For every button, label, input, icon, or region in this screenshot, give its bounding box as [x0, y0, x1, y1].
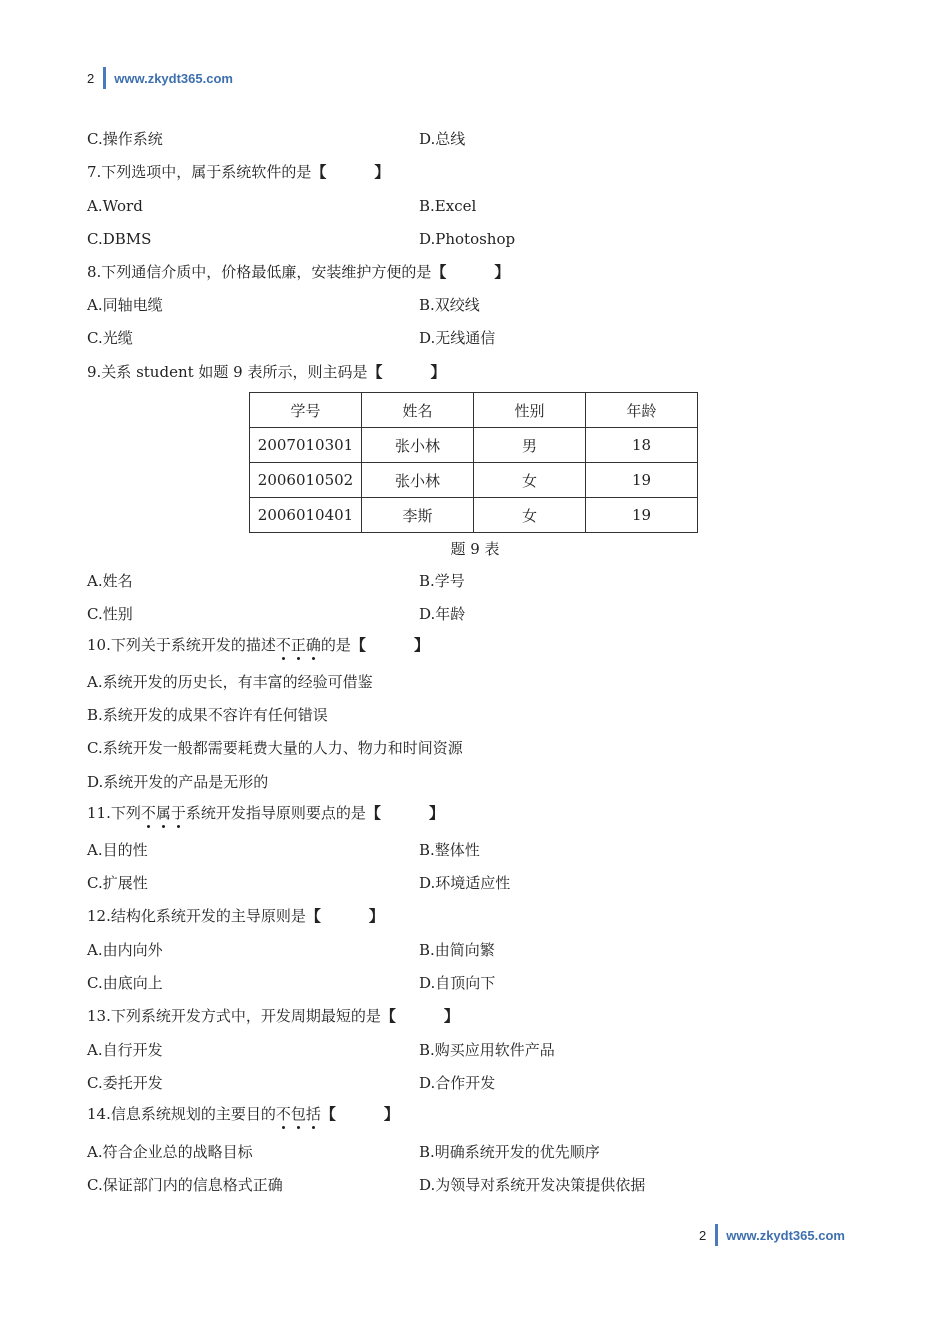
- table-cell: 张小林: [362, 463, 474, 498]
- emphasis-char: 包: [290, 1105, 306, 1123]
- answer-bracket-close: 】: [383, 1105, 399, 1123]
- table-header-cell: 学号: [250, 393, 362, 428]
- q13-option-b: B.购买应用软件产品: [419, 1041, 555, 1059]
- q11-stem: [87, 803, 444, 823]
- page-footer: [699, 1224, 845, 1246]
- q12-option-d: D.自顶向下: [419, 974, 496, 992]
- table-cell: 女: [474, 498, 586, 533]
- q13-option-c: C.委托开发: [87, 1074, 163, 1092]
- q10-option-b: B.系统开发的成果不容许有任何错误: [87, 706, 328, 724]
- table-cell: 19: [586, 498, 698, 533]
- answer-bracket-open: 【: [367, 363, 383, 381]
- table-cell: 张小林: [362, 428, 474, 463]
- q11-stem-post: 系统开发指导原则要点的是: [185, 804, 366, 822]
- footer-divider: [715, 1224, 718, 1246]
- q9-option-c: C.性别: [87, 605, 133, 623]
- q8-option-c: C.光缆: [87, 329, 133, 347]
- header-site-link[interactable]: www.zkydt365.com: [114, 70, 233, 86]
- table-header-cell: 性别: [474, 393, 586, 428]
- q9-student-table: [249, 392, 698, 533]
- q14-option-a: A.符合企业总的战略目标: [87, 1143, 253, 1161]
- emphasis-char: 于: [170, 804, 186, 822]
- q12-option-a: A.由内向外: [87, 941, 163, 959]
- q7-stem: [87, 162, 389, 182]
- page-header: [87, 67, 233, 89]
- q11-stem-pre: 11.下列: [87, 804, 141, 822]
- q14-emphasis: [276, 1105, 321, 1123]
- q13-stem-text: 13.下列系统开发方式中，开发周期最短的是: [87, 1007, 381, 1025]
- q12-option-c: C.由底向上: [87, 974, 163, 992]
- table-header-row: [250, 393, 698, 428]
- footer-page-number: 2: [699, 1227, 707, 1243]
- table-cell: 2006010401: [250, 498, 362, 533]
- answer-bracket-close: 】: [430, 363, 446, 381]
- q10-emphasis: [276, 636, 321, 654]
- q13-option-d: D.合作开发: [419, 1074, 496, 1092]
- table-cell: 2007010301: [250, 428, 362, 463]
- answer-bracket-open: 【: [365, 804, 381, 822]
- q11-emphasis: [141, 804, 186, 822]
- answer-bracket-close: 】: [374, 163, 390, 181]
- q14-stem: [87, 1104, 399, 1124]
- table-cell: 女: [474, 463, 586, 498]
- table-cell: 李斯: [362, 498, 474, 533]
- answer-bracket-open: 【: [350, 636, 366, 654]
- q6-option-d: D.总线: [419, 130, 466, 148]
- q8-stem: [87, 262, 509, 282]
- answer-bracket-open: 【: [380, 1007, 396, 1025]
- q8-option-d: D.无线通信: [419, 329, 496, 347]
- answer-bracket-open: 【: [431, 263, 447, 281]
- q12-stem-text: 12.结构化系统开发的主导原则是: [87, 907, 306, 925]
- table-row: [250, 463, 698, 498]
- q13-option-a: A.自行开发: [87, 1041, 163, 1059]
- q12-stem: [87, 906, 384, 926]
- q14-option-c: C.保证部门内的信息格式正确: [87, 1176, 283, 1194]
- q9-stem-text: 9.关系 student 如题 9 表所示，则主码是: [87, 363, 368, 381]
- emphasis-char: 不: [275, 636, 291, 654]
- q10-stem-pre: 10.下列关于系统开发的描述: [87, 636, 276, 654]
- q10-option-a: A.系统开发的历史长，有丰富的经验可借鉴: [87, 673, 373, 691]
- answer-bracket-close: 】: [413, 636, 429, 654]
- q8-option-a: A.同轴电缆: [87, 296, 163, 314]
- q9-option-d: D.年龄: [419, 605, 466, 623]
- table-caption: 题 9 表: [450, 540, 500, 558]
- q14-stem-pre: 14.信息系统规划的主要目的: [87, 1105, 276, 1123]
- answer-bracket-close: 】: [443, 1007, 459, 1025]
- answer-bracket-open: 【: [311, 163, 327, 181]
- emphasis-char: 确: [305, 636, 321, 654]
- q11-option-c: C.扩展性: [87, 874, 148, 892]
- q7-option-b: B.Excel: [419, 197, 477, 215]
- answer-bracket-open: 【: [305, 907, 321, 925]
- table-cell: 18: [586, 428, 698, 463]
- q7-option-a: A.Word: [87, 197, 143, 215]
- q10-stem-post: 的是: [320, 636, 351, 654]
- q11-option-d: D.环境适应性: [419, 874, 511, 892]
- table-header-cell: 年龄: [586, 393, 698, 428]
- emphasis-char: 括: [305, 1105, 321, 1123]
- q7-option-d: D.Photoshop: [419, 230, 516, 248]
- table-header-cell: 姓名: [362, 393, 474, 428]
- answer-bracket-open: 【: [320, 1105, 336, 1123]
- q11-option-a: A.目的性: [87, 841, 148, 859]
- q13-stem: [87, 1006, 459, 1026]
- q10-option-d: D.系统开发的产品是无形的: [87, 773, 269, 791]
- q9-option-a: A.姓名: [87, 572, 133, 590]
- q14-option-b: B.明确系统开发的优先顺序: [419, 1143, 600, 1161]
- q7-stem-text: 7.下列选项中，属于系统软件的是: [87, 163, 312, 181]
- q8-option-b: B.双绞线: [419, 296, 480, 314]
- q11-option-b: B.整体性: [419, 841, 480, 859]
- emphasis-char: 属: [155, 804, 171, 822]
- q10-stem: [87, 635, 429, 655]
- answer-bracket-close: 】: [494, 263, 510, 281]
- q7-option-c: C.DBMS: [87, 230, 152, 248]
- header-divider: [103, 67, 106, 89]
- table-cell: 男: [474, 428, 586, 463]
- q12-option-b: B.由简向繁: [419, 941, 495, 959]
- emphasis-char: 正: [290, 636, 306, 654]
- q10-option-c: C.系统开发一般都需要耗费大量的人力、物力和时间资源: [87, 739, 463, 757]
- header-page-number: 2: [87, 70, 95, 86]
- emphasis-char: 不: [140, 804, 156, 822]
- q14-option-d: D.为领导对系统开发决策提供依据: [419, 1176, 646, 1194]
- table-cell: 19: [586, 463, 698, 498]
- q6-option-c: C.操作系统: [87, 130, 163, 148]
- emphasis-char: 不: [275, 1105, 291, 1123]
- q9-stem: [87, 362, 446, 382]
- table-row: [250, 428, 698, 463]
- footer-site-link[interactable]: www.zkydt365.com: [726, 1227, 845, 1243]
- answer-bracket-close: 】: [428, 804, 444, 822]
- q9-option-b: B.学号: [419, 572, 465, 590]
- q8-stem-text: 8.下列通信介质中，价格最低廉，安装维护方便的是: [87, 263, 432, 281]
- table-row: [250, 498, 698, 533]
- table-cell: 2006010502: [250, 463, 362, 498]
- answer-bracket-close: 】: [368, 907, 384, 925]
